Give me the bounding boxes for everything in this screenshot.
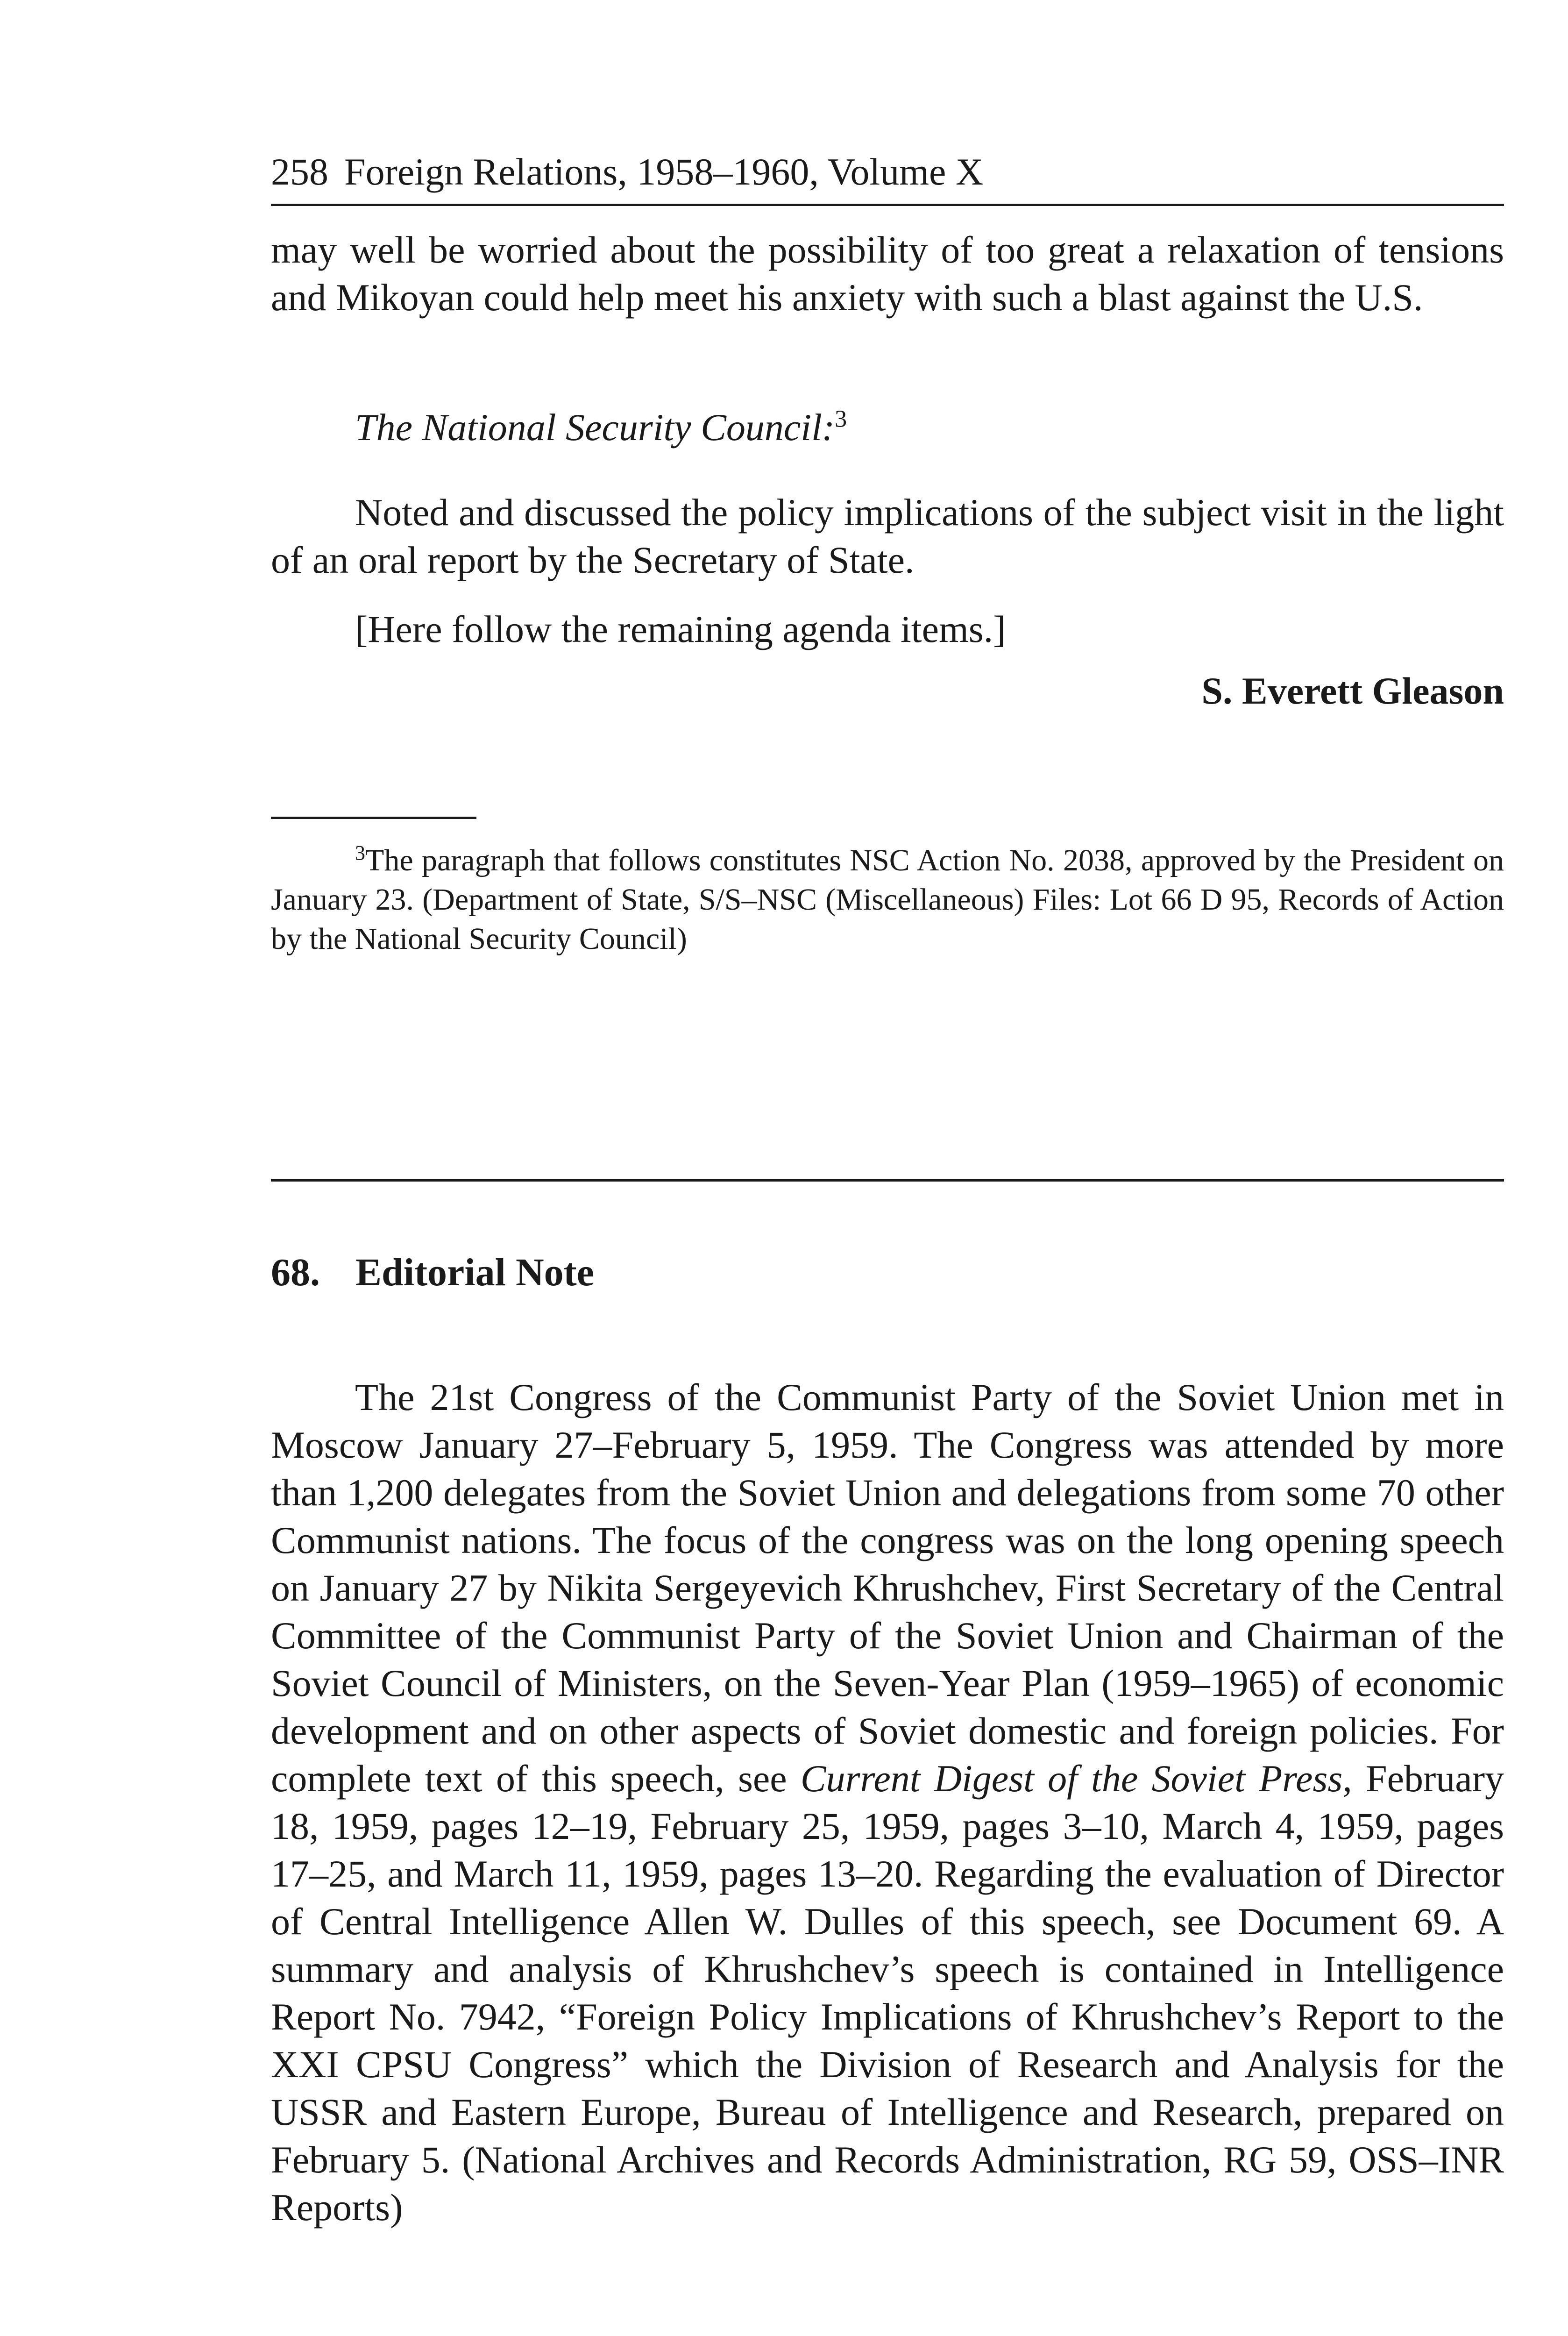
paragraph-text-1b: February 18, 1959, pages 12–19, February 25, 1959, pages 3–10, March 4, 1959, pages 17–25, and March 11, 1959, pages 13–20. Regarding the evaluation of Director of Central Intelligence Allen W. Dulles of this speech, see Document 69. A summary and analysis of Khrushchev’s speech is contained in Intelligence Report No. 7942, “Foreign Policy Implications of Khrushchev’s Report to the XXI CPSU Congress” which the Division of Research and Analysis for the USSR and Eastern Europe, Bureau of Intelligence and Research, prepared on February 5. (National Archives and Records Administration, RG 59, OSS–INR Reports) <box>271 1757 1504 2229</box>
editorial-paragraph-1 <box>271 1374 1504 2231</box>
footnote <box>271 841 1504 959</box>
footnote-marker: 3 <box>355 841 365 864</box>
footnote-text: The paragraph that follows constitutes NSC Action No. 2038, approved by the President on January 23. (Department of State, S/S–NSC (Miscellaneous) Files: Lot 66 D 95, Records of Action by the National Security Council) <box>271 843 1504 956</box>
document-heading <box>271 1248 594 1297</box>
nsc-heading <box>271 404 1504 451</box>
section-rule <box>271 1179 1504 1182</box>
page-number: 258 <box>271 150 328 193</box>
header-rule <box>271 204 1504 206</box>
continuation-paragraph: may well be worried about the possibility of too great a relaxation of tensions and Mikoyan could help meet his anxiety with such a blast against the U.S. <box>271 228 1504 319</box>
running-header <box>271 149 1504 195</box>
agenda-note: [Here follow the remaining agenda items.] <box>355 608 1006 650</box>
nsc-heading-text: The National Security Council: <box>355 406 835 449</box>
running-title: Foreign Relations, 1958–1960, Volume X <box>344 150 984 193</box>
document-number: 68. <box>271 1251 320 1294</box>
nsc-action-paragraph: Noted and discussed the policy implications of the subject visit in the light of an oral report by the Secretary of State. <box>271 491 1504 581</box>
document-title: Editorial Note <box>355 1251 594 1294</box>
citation-title: Current Digest of the Soviet Press, <box>800 1757 1352 1800</box>
signature: S. Everett Gleason <box>1201 669 1504 712</box>
footnote-reference: 3 <box>835 406 847 433</box>
paragraph-text-1a: The 21st Congress of the Communist Party of the Soviet Union met in Moscow January 27–February 5, 1959. The Congress was attended by more than 1,200 delegates from the Soviet Union and delegations from some 70 other Communist nations. The focus of the congress was on the long opening speech on January 27 by Nikita Sergeyevich Khrushchev, First Secretary of the Central Committee of the Communist Party of the Soviet Union and Chairman of the Soviet Council of Ministers, on the Seven-Year Plan (1959–1965) of economic development and on other aspects of Soviet domestic and foreign policies. For complete text of this speech, see <box>271 1376 1504 1800</box>
footnote-rule <box>271 817 476 819</box>
